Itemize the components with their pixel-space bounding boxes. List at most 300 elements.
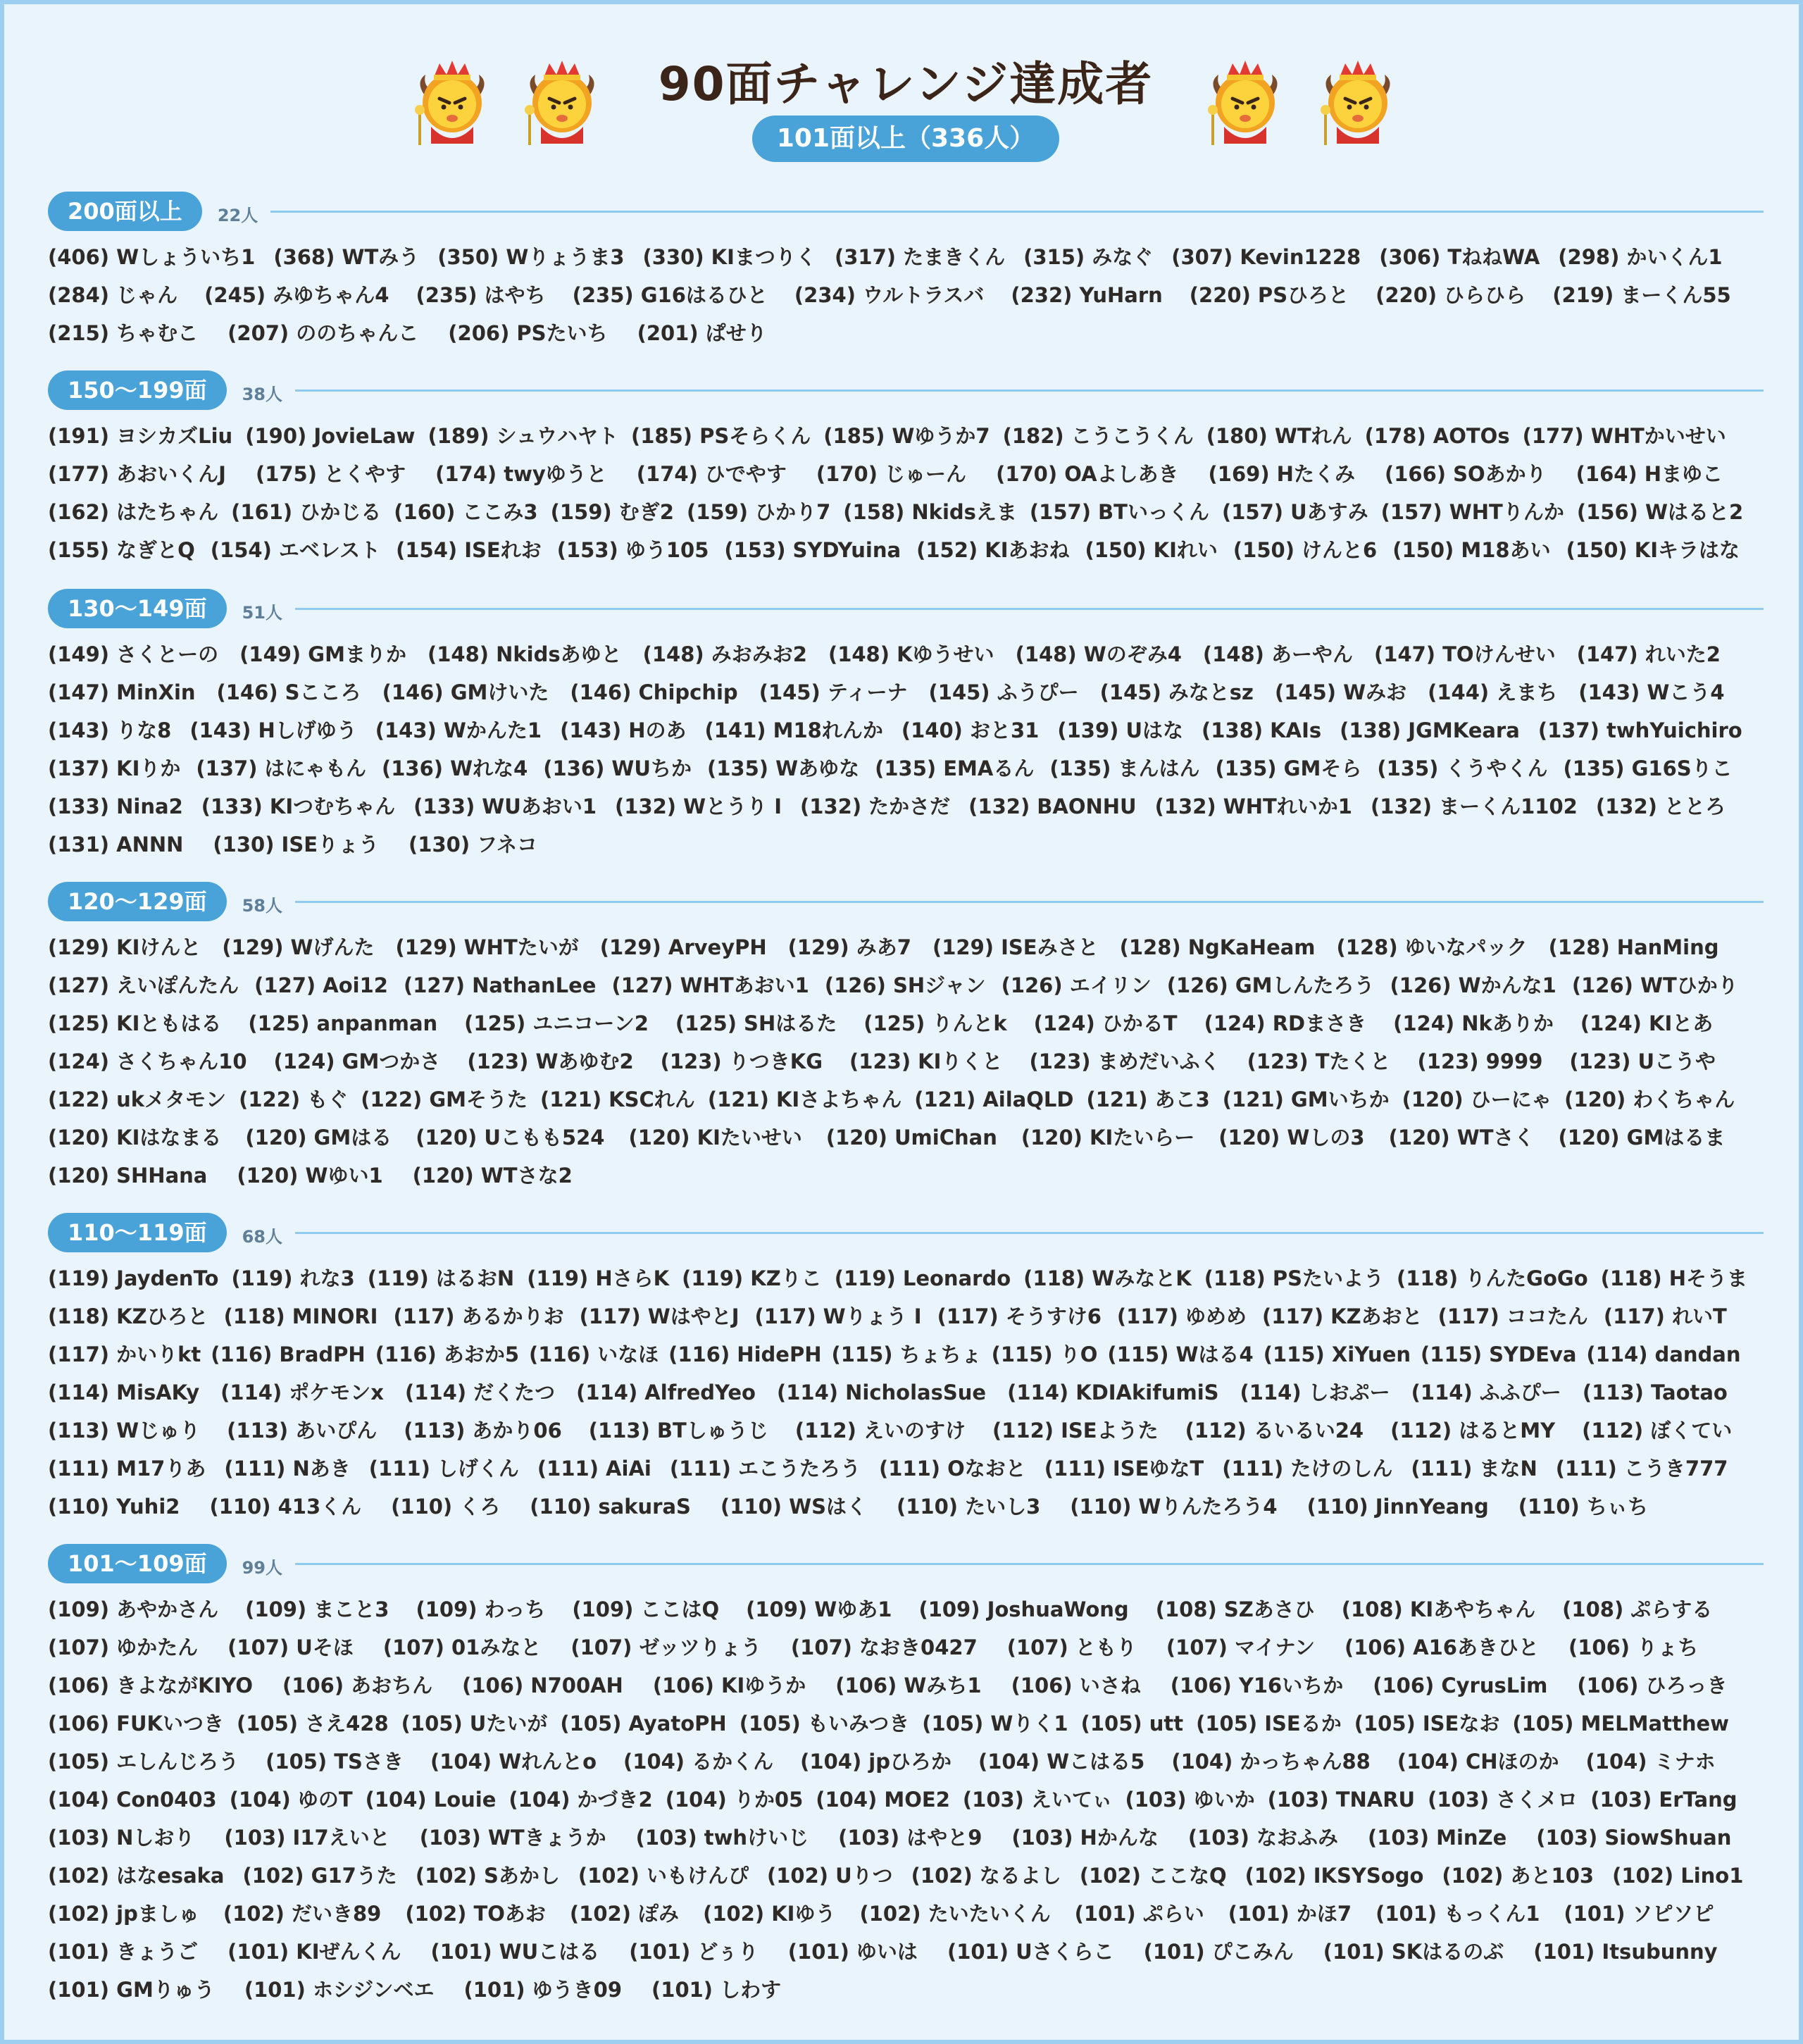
- achiever-name: (105) Uたいが: [401, 1712, 548, 1735]
- achiever-name: (101) SKはるのぶ: [1323, 1940, 1504, 1964]
- achiever-name: (114) だくたつ: [405, 1381, 556, 1404]
- achiever-name: (232) YuHarn: [1011, 283, 1163, 307]
- name-list: [48, 635, 1764, 864]
- achiever-name: (143) Hのあ: [560, 718, 687, 742]
- achiever-name: (150) M18あい: [1392, 538, 1551, 562]
- achiever-name: (144) えまち: [1428, 680, 1558, 704]
- achiever-name: (115) SYDEva: [1421, 1342, 1577, 1366]
- achiever-name: (120) WTさく: [1388, 1126, 1535, 1149]
- achiever-name: (120) UmiChan: [825, 1126, 997, 1149]
- section-label-badge: 101〜109面: [48, 1544, 227, 1583]
- page-title: 90面チャレンジ達成者: [658, 57, 1154, 111]
- achiever-name: (120) KIたいせい: [628, 1126, 802, 1149]
- name-row: [48, 1297, 1764, 1335]
- achiever-name: (113) あいぴん: [227, 1419, 378, 1442]
- achiever-name: (127) NathanLee: [403, 973, 597, 997]
- achiever-name: (102) いもけんぴ: [578, 1864, 749, 1888]
- name-list: [48, 417, 1764, 569]
- achiever-name: (177) WHTかいせい: [1522, 424, 1726, 448]
- achiever-name: (114) dandan: [1586, 1342, 1741, 1366]
- achiever-name: (104) jpひろか: [800, 1750, 952, 1774]
- achiever-name: (111) まなN: [1411, 1457, 1537, 1481]
- achiever-name: (106) CyrusLim: [1373, 1674, 1548, 1697]
- achiever-name: (110) WSはく: [720, 1495, 867, 1519]
- name-row: [48, 1666, 1764, 1705]
- achiever-name: (125) anpanman: [248, 1011, 438, 1035]
- achiever-name: (117) かいりkt: [48, 1342, 201, 1366]
- achiever-name: (112) えいのすけ: [794, 1419, 966, 1442]
- achiever-name: (110) sakuraS: [530, 1495, 691, 1519]
- achiever-name: (109) まこと3: [245, 1597, 389, 1621]
- name-list: [48, 1590, 1764, 2009]
- achiever-name: (120) わくちゃん: [1564, 1088, 1735, 1111]
- achiever-name: (102) TOあお: [405, 1902, 546, 1926]
- achiever-name: (103) えいてぃ: [962, 1788, 1113, 1812]
- name-row: [48, 1157, 1764, 1195]
- achiever-name: (317) たまきくん: [834, 245, 1006, 269]
- achiever-name: (118) MINORI: [223, 1304, 378, 1328]
- achiever-name: (102) ぽみ: [569, 1902, 680, 1926]
- achiever-name: (101) Itsubunny: [1533, 1940, 1718, 1964]
- section-divider: [295, 390, 1764, 392]
- achiever-name: (101) もっくん1: [1375, 1902, 1540, 1926]
- achiever-name: (112) ぼくてい: [1582, 1419, 1733, 1442]
- achiever-name: (101) ホシジンベエ: [244, 1978, 435, 2002]
- achiever-name: (306) TねねWA: [1379, 245, 1540, 269]
- achiever-name: (174) twyゆうと: [435, 462, 607, 486]
- achiever-name: (103) WTきょうか: [419, 1826, 606, 1850]
- achiever-name: (107) ゼッツりょう: [570, 1635, 761, 1659]
- achiever-name: (110) ちぃち: [1518, 1495, 1648, 1519]
- name-row: [48, 1412, 1764, 1450]
- name-row: [48, 1042, 1764, 1080]
- achiever-name: (102) IKSYSogo: [1244, 1864, 1424, 1888]
- achiever-name: (109) Wゆあ1: [746, 1597, 892, 1621]
- name-row: [48, 825, 1764, 864]
- name-row: [48, 238, 1764, 276]
- section-label-badge: 130〜149面: [48, 589, 227, 628]
- achiever-name: (124) RDまさき: [1204, 1011, 1367, 1035]
- achiever-name: (145) Wみお: [1274, 680, 1407, 704]
- achiever-name: (120) Uこもも524: [416, 1126, 605, 1149]
- achiever-name: (114) AlfredYeo: [576, 1381, 756, 1404]
- achiever-name: (103) ゆいか: [1125, 1788, 1255, 1812]
- achiever-name: (107) なおき0427: [790, 1635, 978, 1659]
- name-row: [48, 1080, 1764, 1118]
- name-row: [48, 749, 1764, 787]
- achiever-name: (235) G16はるひと: [572, 283, 768, 307]
- achiever-name: (120) Wゆい1: [237, 1164, 383, 1188]
- name-row: [48, 455, 1764, 493]
- achiever-name: (102) Lino1: [1612, 1864, 1744, 1888]
- achiever-name: (148) みおみお2: [642, 642, 807, 666]
- achiever-name: (102) たいたいくん: [859, 1902, 1051, 1926]
- achiever-name: (159) むぎ2: [550, 500, 674, 524]
- name-list: [48, 928, 1764, 1195]
- achiever-name: (112) るいるい24: [1185, 1419, 1364, 1442]
- achiever-name: (107) 01みなと: [382, 1635, 542, 1659]
- achiever-name: (121) あこ3: [1086, 1088, 1210, 1111]
- achiever-name: (103) ErTang: [1590, 1788, 1738, 1812]
- achiever-name: (110) JinnYeang: [1306, 1495, 1489, 1519]
- achiever-name: (159) ひかり7: [686, 500, 831, 524]
- achiever-name: (122) GMそうた: [361, 1088, 528, 1111]
- achiever-name: (106) いさね: [1011, 1674, 1141, 1697]
- achiever-name: (157) WHTりんか: [1380, 500, 1564, 524]
- achiever-name: (103) twhけいじ: [635, 1826, 809, 1850]
- achiever-name: (109) ここはQ: [572, 1597, 720, 1621]
- achiever-name: (102) ここなQ: [1079, 1864, 1227, 1888]
- achiever-name: (215) ちゃむこ: [48, 321, 199, 345]
- section-header: [48, 1213, 1764, 1252]
- achiever-name: (123) まめだいふく: [1029, 1049, 1221, 1073]
- achiever-name: (120) ひーにゃ: [1402, 1088, 1552, 1111]
- lion-king-mascot-icon: [1196, 54, 1294, 152]
- achiever-name: (125) ユニコーン2: [464, 1011, 649, 1035]
- achiever-name: (128) ゆいなパック: [1336, 935, 1528, 959]
- achiever-name: (137) はにゃもん: [196, 756, 366, 780]
- achiever-name: (105) MELMatthew: [1512, 1712, 1729, 1735]
- achiever-name: (157) BTいっくん: [1029, 500, 1209, 524]
- achiever-name: (101) ゆうき09: [463, 1978, 623, 2002]
- achiever-name: (127) えいぽんたん: [48, 973, 239, 997]
- achiever-name: (284) じゃん: [48, 283, 178, 307]
- achiever-name: (147) TOけんせい: [1374, 642, 1556, 666]
- achiever-name: (330) KIまつりく: [642, 245, 816, 269]
- achiever-name: (129) みあ7: [787, 935, 911, 959]
- achiever-name: (106) A16あきひと: [1345, 1635, 1539, 1659]
- achiever-name: (121) KSCれん: [540, 1088, 695, 1111]
- section-1: [48, 192, 1764, 352]
- section-count: 68人: [242, 1227, 283, 1247]
- achiever-name: (103) I17えいと: [224, 1826, 390, 1850]
- achiever-name: (132) まーくん1102: [1370, 794, 1578, 818]
- achiever-name: (206) PSたいち: [448, 321, 608, 345]
- achiever-name: (104) Wこはる5: [978, 1750, 1145, 1774]
- achiever-name: (123) 9999: [1417, 1049, 1543, 1073]
- achiever-name: (109) JoshuaWong: [918, 1597, 1129, 1621]
- achiever-name: (123) Tたくと: [1247, 1049, 1391, 1073]
- achiever-name: (105) ISEなお: [1354, 1712, 1500, 1735]
- achiever-name: (106) りょち: [1568, 1635, 1699, 1659]
- section-divider: [295, 608, 1764, 610]
- achiever-name: (298) かいくん1: [1558, 245, 1723, 269]
- achiever-name: (114) ふふぴー: [1411, 1381, 1561, 1404]
- section-count: 38人: [242, 385, 283, 404]
- achiever-name: (133) KIつむちゃん: [201, 794, 396, 818]
- name-list: [48, 1259, 1764, 1526]
- achiever-name: (119) HさらK: [527, 1266, 670, 1290]
- achiever-name: (125) KIともはる: [48, 1011, 222, 1035]
- achiever-name: (143) Hしげゆう: [189, 718, 357, 742]
- achiever-name: (105) もいみつき: [739, 1712, 910, 1735]
- section-4: [48, 882, 1764, 1195]
- name-row: [48, 1118, 1764, 1157]
- achiever-name: (105) utt: [1080, 1712, 1184, 1735]
- achiever-name: (116) HidePH: [668, 1342, 822, 1366]
- achiever-name: (111) Nあき: [224, 1457, 351, 1481]
- section-header: [48, 589, 1764, 628]
- achiever-name: (137) twhYuichiro: [1537, 718, 1742, 742]
- achiever-name: (131) ANNN: [48, 833, 184, 856]
- achiever-name: (106) きよながKIYO: [48, 1674, 254, 1697]
- section-label-badge: 110〜119面: [48, 1213, 227, 1252]
- achiever-name: (114) MisAKy: [48, 1381, 200, 1404]
- name-row: [48, 928, 1764, 966]
- achiever-name: (105) TSさき: [266, 1750, 404, 1774]
- achiever-name: (104) るかくん: [623, 1750, 774, 1774]
- achiever-name: (156) Wはると2: [1576, 500, 1744, 524]
- achiever-name: (133) WUあおい1: [413, 794, 597, 818]
- achiever-name: (132) BAONHU: [968, 794, 1137, 818]
- header: [4, 46, 1803, 173]
- achiever-name: (104) ミナホ: [1585, 1750, 1716, 1774]
- achiever-name: (117) KZあおと: [1262, 1304, 1423, 1328]
- achiever-name: (121) GMいちか: [1222, 1088, 1390, 1111]
- achiever-name: (235) はやち: [416, 283, 546, 307]
- achiever-name: (103) Nしおり: [48, 1826, 195, 1850]
- achiever-name: (145) ティーナ: [759, 680, 908, 704]
- achiever-name: (102) あと103: [1442, 1864, 1595, 1888]
- achiever-name: (129) ArveyPH: [599, 935, 767, 959]
- name-row: [48, 417, 1764, 455]
- achiever-name: (120) KIはなまる: [48, 1126, 222, 1149]
- achiever-name: (115) Wはる4: [1107, 1342, 1254, 1366]
- name-row: [48, 1450, 1764, 1488]
- achiever-name: (115) ちょちょ: [831, 1342, 982, 1366]
- achiever-name: (130) ISEりょう: [213, 833, 380, 856]
- name-row: [48, 1259, 1764, 1297]
- achiever-name: (178) AOTOs: [1364, 424, 1510, 448]
- achiever-name: (108) ぷらする: [1562, 1597, 1713, 1621]
- achiever-name: (120) SHHana: [48, 1164, 208, 1188]
- section-header: [48, 1544, 1764, 1583]
- achiever-name: (121) KIさよちゃん: [707, 1088, 902, 1111]
- achiever-name: (119) はるおN: [367, 1266, 515, 1290]
- achiever-name: (101) ゆいは: [787, 1940, 918, 1964]
- achiever-name: (116) BradPH: [211, 1342, 366, 1366]
- achiever-name: (102) KIゆう: [703, 1902, 836, 1926]
- achiever-name: (115) りO: [991, 1342, 1098, 1366]
- achiever-name: (118) KZひろと: [48, 1304, 208, 1328]
- achiever-name: (101) どぅり: [629, 1940, 759, 1964]
- name-row: [48, 1628, 1764, 1666]
- section-header: [48, 882, 1764, 921]
- achiever-name: (128) NgKaHeam: [1119, 935, 1316, 959]
- achiever-name: (103) SiowShuan: [1536, 1826, 1732, 1850]
- achiever-name: (120) WTさな2: [412, 1164, 573, 1188]
- achiever-name: (107) ともり: [1006, 1635, 1137, 1659]
- name-row: [48, 673, 1764, 711]
- achiever-name: (129) ISEみさと: [932, 935, 1099, 959]
- achiever-name: (135) G16Sりこ: [1563, 756, 1733, 780]
- achiever-name: (132) ととろ: [1595, 794, 1726, 818]
- achiever-name: (153) SYDYuina: [724, 538, 902, 562]
- achiever-name: (105) さえ428: [236, 1712, 389, 1735]
- achiever-name: (219) まーくん55: [1552, 283, 1731, 307]
- achiever-name: (114) ポケモンx: [220, 1381, 385, 1404]
- achiever-name: (122) ukメタモン: [48, 1088, 227, 1111]
- achiever-name: (111) AiAi: [537, 1457, 651, 1481]
- achiever-name: (104) CHほのか: [1397, 1750, 1559, 1774]
- achiever-name: (106) あおちん: [282, 1674, 433, 1697]
- achiever-name: (149) さくとーの: [48, 642, 219, 666]
- achiever-name: (105) エしんじろう: [48, 1750, 239, 1774]
- achiever-name: (126) WTひかり: [1571, 973, 1738, 997]
- achiever-name: (191) ヨシカズLiu: [48, 424, 233, 448]
- achiever-name: (107) マイナン: [1166, 1635, 1315, 1659]
- achiever-name: (180) WTれん: [1206, 424, 1352, 448]
- section-divider: [295, 1563, 1764, 1565]
- achiever-name: (103) さくメロ: [1428, 1788, 1578, 1812]
- name-row: [48, 711, 1764, 749]
- name-row: [48, 1781, 1764, 1819]
- achiever-name: (170) OAよしあき: [996, 462, 1179, 486]
- achiever-name: (154) エベレスト: [210, 538, 381, 562]
- achiever-name: (113) あかり06: [404, 1419, 562, 1442]
- lion-king-mascot-icon: [1309, 54, 1407, 152]
- achiever-name: (152) KIあおね: [916, 538, 1070, 562]
- achiever-name: (104) かづき2: [509, 1788, 653, 1812]
- achiever-name: (112) ISEようた: [992, 1419, 1159, 1442]
- achiever-name: (114) NicholasSue: [776, 1381, 987, 1404]
- section-divider: [295, 1232, 1764, 1234]
- section-count: 22人: [217, 206, 258, 225]
- achiever-name: (220) PSひろと: [1189, 283, 1349, 307]
- achiever-name: (245) みゆちゃん4: [204, 283, 389, 307]
- achiever-name: (148) Wのぞみ4: [1015, 642, 1182, 666]
- achiever-name: (146) GMけいた: [382, 680, 549, 704]
- achiever-name: (111) たけのしん: [1222, 1457, 1393, 1481]
- achiever-name: (125) りんとk: [863, 1011, 1007, 1035]
- achiever-name: (106) FUKいつき: [48, 1712, 224, 1735]
- achiever-name: (207) ののちゃんこ: [227, 321, 419, 345]
- achiever-name: (102) Uりつ: [766, 1864, 893, 1888]
- name-row: [48, 1335, 1764, 1373]
- achiever-name: (101) ソピソピ: [1564, 1902, 1714, 1926]
- achiever-name: (135) Wあゆな: [706, 756, 860, 780]
- achiever-name: (123) Uこうや: [1569, 1049, 1716, 1073]
- achiever-name: (103) Hかんな: [1011, 1826, 1159, 1850]
- achiever-name: (135) まんはん: [1049, 756, 1200, 780]
- achiever-name: (103) はやと9: [838, 1826, 982, 1850]
- achiever-name: (150) KIれい: [1085, 538, 1218, 562]
- achiever-name: (104) ゆのT: [229, 1788, 353, 1812]
- achiever-name: (102) Sあかし: [415, 1864, 560, 1888]
- achiever-name: (123) Wあゆむ2: [467, 1049, 634, 1073]
- achiever-name: (350) Wりょうま3: [437, 245, 625, 269]
- achiever-name: (132) Wとうり I: [615, 794, 782, 818]
- achiever-name: (166) SOあかり: [1384, 462, 1547, 486]
- achiever-name: (157) Uあすみ: [1221, 500, 1368, 524]
- section-count: 51人: [242, 603, 283, 623]
- achiever-name: (124) Nkありか: [1393, 1011, 1554, 1035]
- achiever-name: (146) Sこころ: [216, 680, 361, 704]
- achiever-name: (117) あるかりお: [393, 1304, 564, 1328]
- section-label-badge: 150〜199面: [48, 370, 227, 410]
- achiever-name: (120) Wしの3: [1218, 1126, 1365, 1149]
- achiever-name: (170) じゅーん: [816, 462, 967, 486]
- achiever-name: (185) Wゆうか7: [823, 424, 990, 448]
- achiever-name: (127) WHTあおい1: [611, 973, 809, 997]
- achiever-name: (135) GMそら: [1215, 756, 1362, 780]
- achiever-name: (110) くろ: [391, 1495, 501, 1519]
- name-row: [48, 1488, 1764, 1526]
- achiever-name: (154) ISEれお: [396, 538, 542, 562]
- name-row: [48, 1590, 1764, 1628]
- name-row: [48, 1857, 1764, 1895]
- achiever-name: (147) MinXin: [48, 680, 196, 704]
- achiever-name: (101) かほ7: [1228, 1902, 1352, 1926]
- achiever-name: (101) KIぜんくん: [227, 1940, 401, 1964]
- name-row: [48, 1743, 1764, 1781]
- achiever-name: (136) WUちか: [543, 756, 692, 780]
- achiever-name: (182) こうこうくん: [1002, 424, 1194, 448]
- section-6: [48, 1544, 1764, 2009]
- achiever-name: (106) N700AH: [462, 1674, 623, 1697]
- achiever-name: (106) Wみち1: [835, 1674, 982, 1697]
- achiever-name: (112) はるとMY: [1390, 1419, 1556, 1442]
- achiever-name: (119) れな3: [231, 1266, 355, 1290]
- achiever-name: (128) HanMing: [1548, 935, 1719, 959]
- achiever-name: (307) Kevin1228: [1171, 245, 1361, 269]
- achiever-name: (110) 413くん: [209, 1495, 362, 1519]
- achiever-name: (147) れいた2: [1576, 642, 1721, 666]
- subtitle-badge: 101面以上（336人）: [752, 116, 1059, 162]
- achiever-name: (126) Wかんな1: [1390, 973, 1556, 997]
- achiever-name: (104) Wれんとo: [430, 1750, 597, 1774]
- achiever-name: (104) Con0403: [48, 1788, 217, 1812]
- name-row: [48, 1895, 1764, 1933]
- achiever-name: (132) WHTれいか1: [1154, 794, 1352, 818]
- achiever-name: (111) しげくん: [368, 1457, 519, 1481]
- achiever-name: (103) なおふみ: [1187, 1826, 1338, 1850]
- section-divider: [295, 901, 1764, 903]
- achiever-name: (125) SHはるた: [675, 1011, 837, 1035]
- achiever-name: (130) フネコ: [408, 833, 538, 856]
- achiever-name: (102) jpましゅ: [48, 1902, 199, 1926]
- achiever-name: (106) Y16いちか: [1170, 1674, 1344, 1697]
- achiever-name: (113) BTしゅうじ: [588, 1419, 768, 1442]
- achiever-name: (105) ISEるか: [1196, 1712, 1342, 1735]
- achiever-name: (116) いなほ: [529, 1342, 659, 1366]
- achiever-name: (234) ウルトラスバ: [794, 283, 985, 307]
- achiever-name: (138) KAIs: [1202, 718, 1322, 742]
- achiever-name: (129) KIけんと: [48, 935, 201, 959]
- achiever-name: (161) ひかじる: [231, 500, 382, 524]
- achiever-name: (101) GMりゅう: [48, 1978, 215, 2002]
- name-row: [48, 1819, 1764, 1857]
- name-row: [48, 1004, 1764, 1042]
- achiever-name: (108) SZあさひ: [1155, 1597, 1315, 1621]
- achiever-name: (158) Nkidsえま: [843, 500, 1017, 524]
- achiever-name: (174) ひでやす: [636, 462, 787, 486]
- achiever-name: (102) はなesaka: [48, 1864, 225, 1888]
- achiever-name: (160) ここみ3: [394, 500, 538, 524]
- achiever-name: (162) はたちゃん: [48, 500, 219, 524]
- achiever-name: (110) たいし3: [896, 1495, 1041, 1519]
- achiever-name: (126) GMしんたろう: [1166, 973, 1375, 997]
- achiever-name: (135) くうやくん: [1377, 756, 1548, 780]
- achiever-name: (143) りな8: [48, 718, 172, 742]
- achiever-name: (102) だいき89: [223, 1902, 382, 1926]
- achiever-name: (117) そうすけ6: [937, 1304, 1102, 1328]
- achiever-name: (102) G17うた: [242, 1864, 397, 1888]
- achiever-name: (113) Wじゅり: [48, 1419, 201, 1442]
- achiever-name: (103) MinZe: [1367, 1826, 1507, 1850]
- achiever-name: (118) Hそうま: [1600, 1266, 1748, 1290]
- achiever-name: (119) Leonardo: [834, 1266, 1011, 1290]
